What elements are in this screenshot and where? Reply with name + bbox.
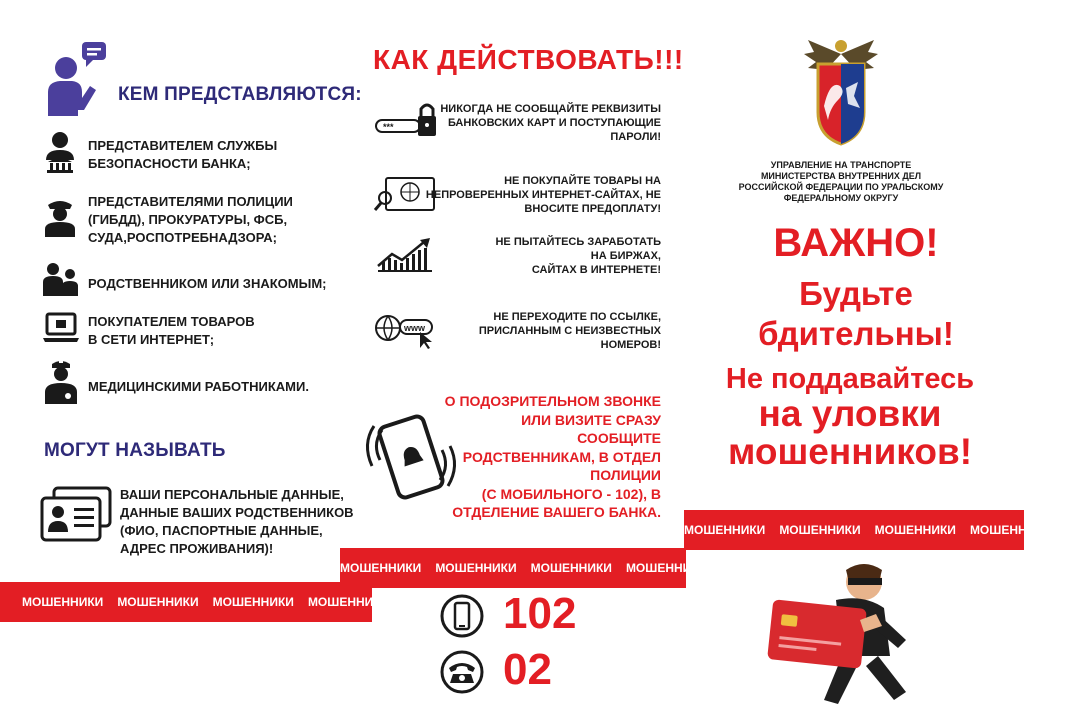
- who-heading: КЕМ ПРЕДСТАВЛЯЮТСЯ:: [118, 84, 362, 105]
- ask-heading: МОГУТ НАЗЫВАТЬ: [44, 440, 226, 461]
- fraud-band-middle: МОШЕННИКИ МОШЕННИКИ МОШЕННИКИ МОШЕННИКИ: [340, 548, 686, 588]
- action-heading: КАК ДЕЙСТВОВАТЬ!!!: [373, 44, 684, 75]
- police-officer-icon: [42, 197, 78, 237]
- fraud-band-right: МОШЕННИКИ МОШЕННИКИ МОШЕННИКИ МОШЕННИКИ: [684, 510, 1024, 550]
- password-lock-icon: [374, 100, 438, 140]
- www-click-icon: [374, 312, 438, 350]
- laptop-shop-icon: [42, 312, 80, 344]
- who-item-medic: МЕДИЦИНСКИМИ РАБОТНИКАМИ.: [88, 379, 309, 394]
- mvd-emblem-icon: [800, 36, 882, 146]
- warn-line-2: на уловки: [758, 393, 942, 434]
- who-item-police: ПРЕДСТАВИТЕЛЯМИ ПОЛИЦИИ (ГИБДД), ПРОКУРАТУРЫ, ФСБ, СУДА,РОСПОТРЕБНАДЗОРА;: [88, 194, 293, 245]
- ask-text: ВАШИ ПЕРСОНАЛЬНЫЕ ДАННЫЕ, ДАННЫЕ ВАШИХ РОДСТВЕННИКОВ (ФИО, ПАСПОРТНЫЕ ДАННЫЕ, АДРЕС ПРОЖИВАНИЯ)!: [120, 487, 354, 556]
- svg-text:***: ***: [383, 122, 394, 132]
- doctor-icon: [42, 358, 80, 404]
- mobile-phone-icon: [440, 594, 484, 638]
- svg-text:www: www: [404, 323, 426, 333]
- id-card-icon: [40, 486, 112, 542]
- family-icon: [42, 262, 80, 296]
- tip-stock-exchange: НЕ ПЫТАЙТЕСЬ ЗАРАБОТАТЬ НА БИРЖАХ, САЙТАХ В ИНТЕРНЕТЕ!: [495, 236, 661, 276]
- mobile-number: 102: [503, 589, 577, 638]
- warn-line-3: мошенников!: [727, 431, 973, 472]
- tip-untrusted-sites: НЕ ПОКУПАЙТЕ ТОВАРЫ НА НЕПРОВЕРЕННЫХ ИНТЕРНЕТ-САЙТАХ, НЕ ВНОСИТЕ ПРЕДОПЛАТУ!: [425, 175, 661, 215]
- who-item-relative: РОДСТВЕННИКОМ ИЛИ ЗНАКОМЫМ;: [88, 276, 327, 291]
- tip-unknown-links: НЕ ПЕРЕХОДИТЕ ПО ССЫЛКЕ, ПРИСЛАННЫМ С НЕИЗВЕСТНЫХ НОМЕРОВ!: [478, 311, 661, 351]
- agency-name: УПРАВЛЕНИЕ НА ТРАНСПОРТЕ МИНИСТЕРСТВА ВНУТРЕННИХ ДЕЛ РОССИЙСКОЙ ФЕДЕРАЦИИ ПО УРАЛЬСКОМУ ФЕДЕРАЛЬНОМУ ОКРУГУ: [738, 160, 944, 203]
- speaking-person-icon: [42, 40, 108, 118]
- bank-agent-icon: [42, 130, 78, 174]
- stock-chart-icon: [376, 236, 436, 272]
- landline-number: 02: [503, 645, 552, 694]
- tip-bank-details: НИКОГДА НЕ СООБЩАЙТЕ РЕКВИЗИТЫ БАНКОВСКИХ КАРТ И ПОСТУПАЮЩИЕ ПАРОЛИ!: [440, 103, 661, 143]
- landline-phone-icon: [440, 650, 484, 694]
- warn-line-1: Не поддавайтесь: [725, 363, 975, 395]
- fraud-band-left: МОШЕННИКИ МОШЕННИКИ МОШЕННИКИ МОШЕННИКИ: [0, 582, 372, 622]
- thief-with-card-icon: [766, 560, 916, 708]
- who-item-bank: ПРЕДСТАВИТЕЛЕМ СЛУЖБЫ БЕЗОПАСНОСТИ БАНКА;: [88, 138, 278, 171]
- important-title: ВАЖНО!: [773, 221, 939, 265]
- who-item-buyer: ПОКУПАТЕЛЕМ ТОВАРОВ В СЕТИ ИНТЕРНЕТ;: [88, 314, 255, 347]
- vigilant-text: Будьте бдительны!: [758, 275, 954, 352]
- report-text: О ПОДОЗРИТЕЛЬНОМ ЗВОНКЕ ИЛИ ВИЗИТЕ СРАЗУ СООБЩИТЕ РОДСТВЕННИКАМ, В ОТДЕЛ ПОЛИЦИИ (С МОБИЛЬНОГО - 102), В ОТДЕЛЕНИЕ ВАШЕГО БАНКА.: [444, 393, 661, 520]
